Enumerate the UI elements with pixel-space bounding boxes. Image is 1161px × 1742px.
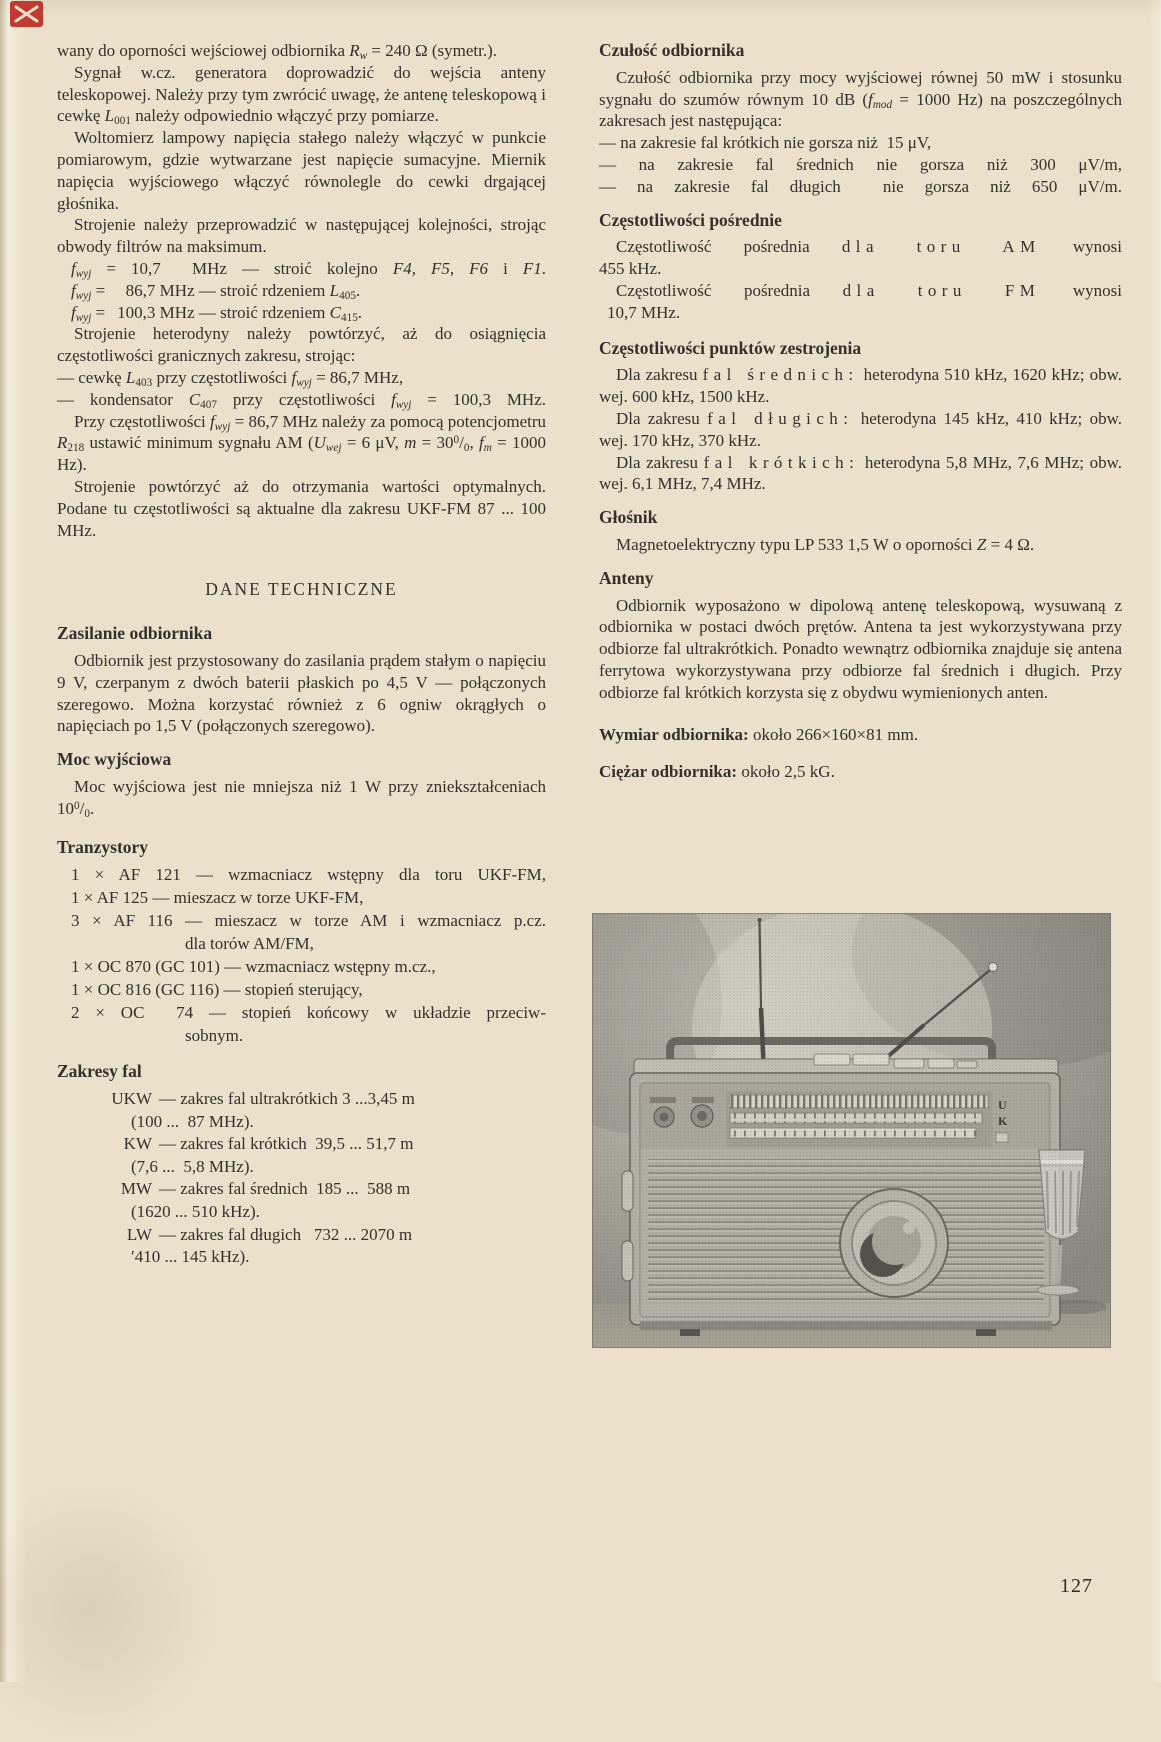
- band-label: KW: [123, 1134, 152, 1154]
- band-item-line2: (1620 ... 510 kHz).: [131, 1202, 260, 1222]
- heading-posrednie: Częstotliwości pośrednie: [599, 209, 782, 230]
- transistor-item: 1 × AF 125 — mieszacz w torze UKF-FM,: [71, 888, 364, 908]
- page-left-edge-shadow: [0, 0, 30, 1682]
- tuning-step-2: $f_{wyj} = 86,7$ MHz — stroić rdzeniem $L_{405}$.: [71, 280, 361, 302]
- transistor-item-continuation: dla torów AM/FM,: [185, 934, 314, 954]
- alignment-point-srednie: Dla zakresu fal średnich: heterodyna 510 kHz, 1620 kHz; obw. wej. 600 kHz, 1500 kHz.: [599, 365, 1123, 407]
- sensitivity-item: — na zakresie fal średnich nie gorsza niż 300 μV/m,: [599, 154, 1122, 174]
- left-column: [57, 40, 546, 1269]
- paragraph-heterodyna: Strojenie heterodyny należy powtórzyć, aż do osiągnięcia częstotliwości granicznych zakresu, strojąc:: [57, 324, 546, 366]
- heading-czulosc: Czułość odbiornika: [599, 40, 745, 60]
- page-corner-smudge: [0, 1482, 220, 1742]
- band-item-mw: [57, 1178, 546, 1201]
- band-list: [57, 1088, 546, 1269]
- dash-item-cewka: — cewkę $L_{403}$ przy częstotliwości $f_{wyj} = 86,7$ MHz,: [57, 367, 404, 389]
- transistor-list: [57, 863, 546, 1047]
- band-text: — zakres fal krótkich 39,5 ... 51,7 m: [159, 1134, 414, 1154]
- transistor-item: 1 × OC 816 (GC 116) — stopień sterujący,: [71, 980, 363, 1000]
- radio-photo: [592, 913, 1111, 1348]
- band-item-line2: (100 ... 87 MHz).: [131, 1111, 254, 1131]
- weight-line: Ciężar odbiornika: około 2,5 kG.: [599, 762, 835, 782]
- section-title-dane-techniczne: DANE TECHNICZNE: [205, 579, 398, 600]
- paragraph-continuation: wany do oporności wejściowej odbiornika $R_w = 240$ Ω (symetr.).: [57, 41, 497, 62]
- band-item-kw: [57, 1133, 546, 1156]
- alignment-point-dlugie: Dla zakresu fal długich: heterodyna 145 kHz, 410 kHz; obw. wej. 170 kHz, 370 kHz.: [599, 408, 1122, 450]
- heading-zasilanie: Zasilanie odbiornika: [57, 623, 213, 644]
- paragraph-sygnal: Sygnał w.cz. generatora doprowadzić do wejścia anteny teleskopowej. Należy przy tym zwrócić uwagę, że antenę teleskopową i cewkę $L_{001}$ należy odpowiednio włączyć przy pomiarze.: [57, 62, 546, 128]
- heading-zakresy-fal: Zakresy fal: [57, 1061, 142, 1082]
- band-item-lw: [57, 1224, 546, 1247]
- paragraph-potencjometr: Przy częstotliwości $f_{wyj} = 86,7$ MHz należy za pomocą potencjometru $R_{218}$ ustawić minimum sygnału AM ($U_{wej} = 6$ μV, $m = 30^0/_0$, $f_m = 1000$ Hz).: [57, 411, 547, 475]
- page-number: 127: [1060, 1575, 1093, 1597]
- if-am-line2: 455 kHz.: [599, 259, 662, 279]
- dash-item-kondensator: — kondensator $C_{407}$ przy częstotliwości $f_{wyj} = 100,3$ MHz.: [57, 389, 547, 411]
- page-top-shade: [0, 0, 1161, 18]
- heading-anteny: Anteny: [599, 567, 654, 588]
- band-text: — zakres fal długich 732 ... 2070 m: [159, 1224, 413, 1244]
- radio-photo-svg: [592, 913, 1111, 1348]
- transistor-item: 2 × OC 74 — stopień końcowy w układzie przeciw-: [71, 1003, 546, 1023]
- band-item-line2: (7,6 ... 5,8 MHz).: [131, 1156, 254, 1176]
- heading-glosnik: Głośnik: [599, 507, 658, 528]
- band-text: — zakres fal ultrakrótkich 3 ...3,45 m: [159, 1089, 415, 1109]
- paragraph-glosnik: Magnetoelektryczny typu LP 533 1,5 W o oporności Z = 4 Ω.: [616, 534, 1035, 554]
- if-am-line1: Częstotliwość pośrednia dla toru AM wynosi: [616, 237, 1123, 257]
- transistor-item: 1 × AF 121 — wzmacniacz wstępny dla toru UKF-FM,: [71, 865, 546, 885]
- red-stamp-icon: [10, 1, 43, 27]
- page-right-highlight: [1147, 0, 1161, 1682]
- paragraph-strojenie-powtorzyc: Strojenie powtórzyć aż do otrzymania wartości optymalnych. Podane tu częstotliwości są aktualne dla zakresu UKF-FM 87 ... 100 MHz.: [57, 476, 546, 540]
- sensitivity-item: — na zakresie fal długich nie gorsza niż 650 μV/m.: [599, 176, 1122, 196]
- heading-tranzystory: Tranzystory: [57, 836, 149, 857]
- paragraph-czulosc: Czułość odbiornika przy mocy wyjściowej równej 50 mW i stosunku sygnału do szumów równym 10 dB ($f_{mod} = 1000$ Hz) na poszczególnych zakresach jest następująca:: [599, 67, 1122, 131]
- if-fm-line2: 10,7 MHz.: [607, 302, 681, 322]
- paragraph-zasilanie: Odbiornik jest przystosowany do zasilania prądem stałym o napięciu 9 V, czerpanym z dwóch baterii płaskich po 4,5 V — połączonych szeregowo. Można korzystać również z 6 ogniw okrągłych o napięciach po 1,5 V (połączonych szeregowo).: [57, 650, 546, 736]
- sensitivity-item: — na zakresie fal krótkich nie gorsza niż 15 μV,: [599, 133, 932, 153]
- band-text: — zakres fal średnich 185 ... 588 m: [159, 1179, 411, 1199]
- band-label: MW: [120, 1179, 152, 1199]
- band-label: UKW: [111, 1089, 152, 1109]
- band-item-ukw: [57, 1088, 546, 1111]
- paragraph-strojenie: Strojenie należy przeprowadzić w następującej kolejności, strojąc obwody filtrów na maksimum.: [57, 215, 546, 257]
- alignment-point-krotkie: Dla zakresu fal krótkich: heterodyna 5,8 MHz, 7,6 MHz; obw. wej. 6,1 MHz, 7,4 MHz.: [599, 452, 1122, 494]
- paragraph-anteny: Odbiornik wyposażono w dipolową antenę teleskopową, wysuwaną z odbiornika w postaci dwóch prętów. Antena ta jest wykorzystywana przy odbiorze fal ultrakrótkich. Ponadto wewnątrz odbiornika znajduje się antena ferrytowa wykorzystywana przy odbiorze fal średnich i długich. Przy odbiorze fal krótkich korzysta się z obydwu wymienionych anten.: [599, 595, 1122, 702]
- band-item-line2: ′410 ... 145 kHz).: [131, 1247, 250, 1267]
- tuning-step-1: $f_{wyj} = 10,7$ MHz — stroić kolejno F4, F5, F6 i F1.: [71, 258, 546, 280]
- paragraph-woltomierz: Woltomierz lampowy napięcia stałego należy włączyć w punkcie pomiarowym, gdzie wytwarzane jest napięcie sumacyjne. Miernik napięcia wyjściowego włączyć równolegle do cewki drgającej głośnika.: [57, 128, 546, 213]
- halftone-overlay: [592, 913, 1111, 1348]
- right-column: [599, 40, 1122, 783]
- band-label: LW: [126, 1224, 152, 1244]
- heading-moc-wyjsciowa: Moc wyjściowa: [57, 749, 172, 770]
- transistor-item: 3 × AF 116 — mieszacz w torze AM i wzmacniacz p.cz.: [71, 911, 546, 931]
- heading-zestrojenia: Częstotliwości punktów zestrojenia: [599, 337, 862, 358]
- if-fm-line1: Częstotliwość pośrednia dla toru FM wynosi: [616, 280, 1122, 300]
- dimension-line: Wymiar odbiornika: około 266×160×81 mm.: [599, 724, 919, 744]
- transistor-item-continuation: sobnym.: [185, 1026, 244, 1046]
- tuning-step-3: $f_{wyj} = 100,3$ MHz — stroić rdzeniem $C_{415}$.: [71, 302, 363, 324]
- transistor-item: 1 × OC 870 (GC 101) — wzmacniacz wstępny m.cz.,: [71, 957, 436, 977]
- paragraph-moc: Moc wyjściowa jest nie mniejsza niż 1 W przy zniekształceniach $10^0/_0$.: [57, 776, 546, 820]
